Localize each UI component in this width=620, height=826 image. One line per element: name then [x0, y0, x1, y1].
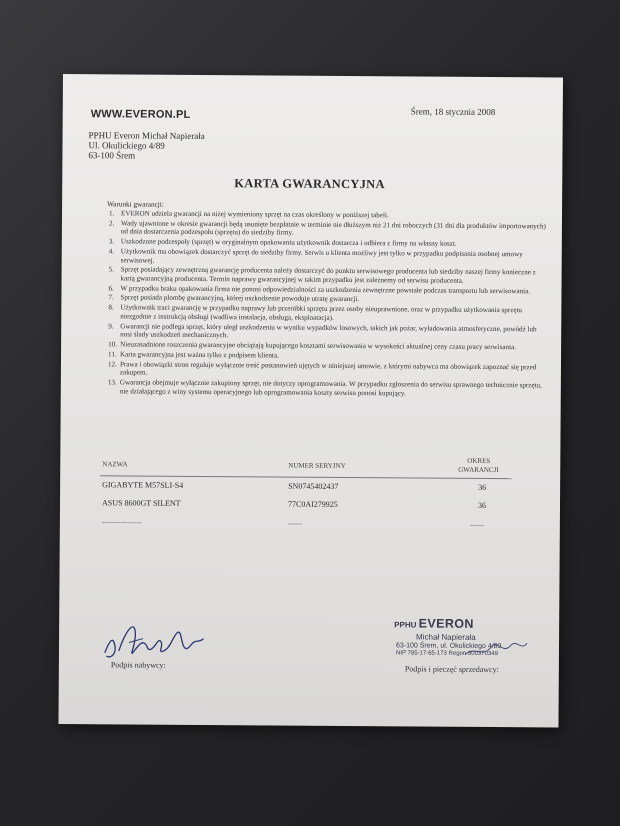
term-item: 2. Wady ujawnione w okresie gwarancji będą usunięte bezpłatnie w terminie nie dłuższym niż 21 dni roboczych (31 dni dla produktów importowanych) od dnia dostarczenia podzespołu (sprzętu) do siedziby firmy. — [108, 219, 546, 237]
term-item: 13. Gwarancja obejmuje wyłącznie zakupiony sprzęt, nie dotyczy oprogramowania. W przypadku zgłoszenia do serwisu sprawnego technicznie sprzętu, nie działającego z winy systemu operacyjnego lub oprogramowania koszty serwisu ponosi kupujący. — [107, 378, 542, 397]
stamp-address: 63-100 Śrem, ul. Okulickiego 4/89 — [395, 642, 502, 651]
term-item: 6. W przypadku braku opakowania firma nie ponosi odpowiedzialności za uszkodzenia zewnętrzne powstałe podczas transportu lub serwisowania. — [108, 284, 531, 295]
term-item: 3. Uszkodzone podzespoły (sprzęt) w oryginalnym opakowaniu użytkownik dostarcza i odbiera z firmy na własny koszt. — [108, 237, 457, 248]
column-header-serial: NUMER SERYJNY — [288, 461, 346, 470]
table-header-divider — [100, 475, 512, 479]
company-address — [88, 130, 204, 161]
row-2-name: ASUS 8600GT SILENT — [101, 498, 181, 508]
stamp-prefix: PPHU — [394, 620, 417, 630]
term-item: 1. EVERON udziela gwarancji na niżej wymieniony sprzęt na czas określony w poniższej tabeli. — [109, 209, 389, 220]
company-name: PPHU Everon Michał Napierała — [88, 130, 205, 141]
stamp-brand: EVERON — [418, 616, 474, 631]
row-1-serial: SN0745402437 — [288, 481, 339, 491]
row-3-period: ------ — [469, 520, 484, 529]
term-item: 10. Nieuzasadnione roszczenia gwarancyjne obciążają kupującego kosztami serwisowania w wysokości aktualnej ceny czasu pracy serwisanta. — [108, 340, 517, 352]
row-1-period: 36 — [478, 482, 487, 492]
column-header-period-line2: GWARANCJI — [458, 465, 499, 475]
company-city: 63-100 Śrem — [88, 150, 136, 161]
company-street: Ul. Okulickiego 4/89 — [88, 140, 165, 151]
term-item: 4. Użytkownik ma obowiązek dostarczyć sprzęt do siedziby firmy. Serwis u klienta możliwy jest tylko w przypadku podpisania osobnej umowy serwisowej. — [108, 247, 523, 265]
company-logo-text: WWW.EVERON.PL — [90, 108, 191, 121]
warranty-terms-list — [108, 209, 549, 399]
document-title: KARTA GWARANCYJNA — [234, 176, 385, 192]
buyer-signature-label: Podpis nabywcy: — [110, 660, 166, 670]
term-item: 5. Sprzęt posiadający zewnętrzną gwarancję producenta należy dostarczyć do punktu serwisowego producenta lub siedziby naszej firmy konieczne z kartą gwarancyjną producenta. Termin naprawy gwarancyjnej w takim przypadku jest zależnemy od serwisu producenta. — [108, 265, 536, 285]
row-2-serial: 77C0AI279925 — [287, 499, 338, 509]
row-1-name: GIGABYTE M57SLI-S4 — [102, 480, 184, 490]
warranty-card-sheet — [58, 74, 563, 727]
seller-signature-label: Podpis i pieczęć sprzedawcy: — [404, 664, 499, 675]
term-item: 12. Prawa i obowiązki stron reguluje wyłącznie treść postanowień ujętych w niniejszej umowie, z którymi nabywca ma obowiązek zapoznać się przed zakupem. — [107, 359, 537, 377]
terms-heading: Warunki gwarancji: — [107, 200, 164, 209]
row-3-serial: ------ — [287, 519, 302, 528]
seller-signature — [461, 625, 531, 665]
column-header-name: NAZWA — [102, 460, 128, 469]
term-item: 7. Sprzęt posiada plombę gwarancyjną, której uszkodzenie powoduje utratę gwarancji. — [108, 293, 360, 304]
term-item: 11. Karta gwarancyjna jest ważna tylko z podpisem klienta. — [108, 350, 279, 360]
stamp-tax-ids: NIP 785-17-85-173 Regon 300370349 — [395, 650, 498, 658]
term-item: 9. Gwarancji nie podlega sprzęt, który uległ uszkodzeniu w wyniku wypadków losowych, takich jak pożar, wyładowania atmosferyczne, powódź lub nosi ślady uszkodzeń mechanicznych. — [108, 321, 537, 340]
row-3-name: ----------------- — [101, 518, 142, 527]
issue-date: Śrem, 18 stycznia 2008 — [410, 106, 496, 118]
stamp-owner: Michał Napierała — [416, 632, 476, 642]
row-2-period: 36 — [477, 500, 487, 510]
term-item: 8. Użytkownik traci gwarancję w przypadku naprawy lub przeróbki sprzętu przez osoby nieuprawnione, oraz w przypadku użytkowania sprzętu niezgodnie z instrukcją obsługi (wadliwa instalacja, obsługa, eksploatacja). — [108, 303, 523, 322]
column-header-period-line1: OKRES — [467, 456, 491, 465]
